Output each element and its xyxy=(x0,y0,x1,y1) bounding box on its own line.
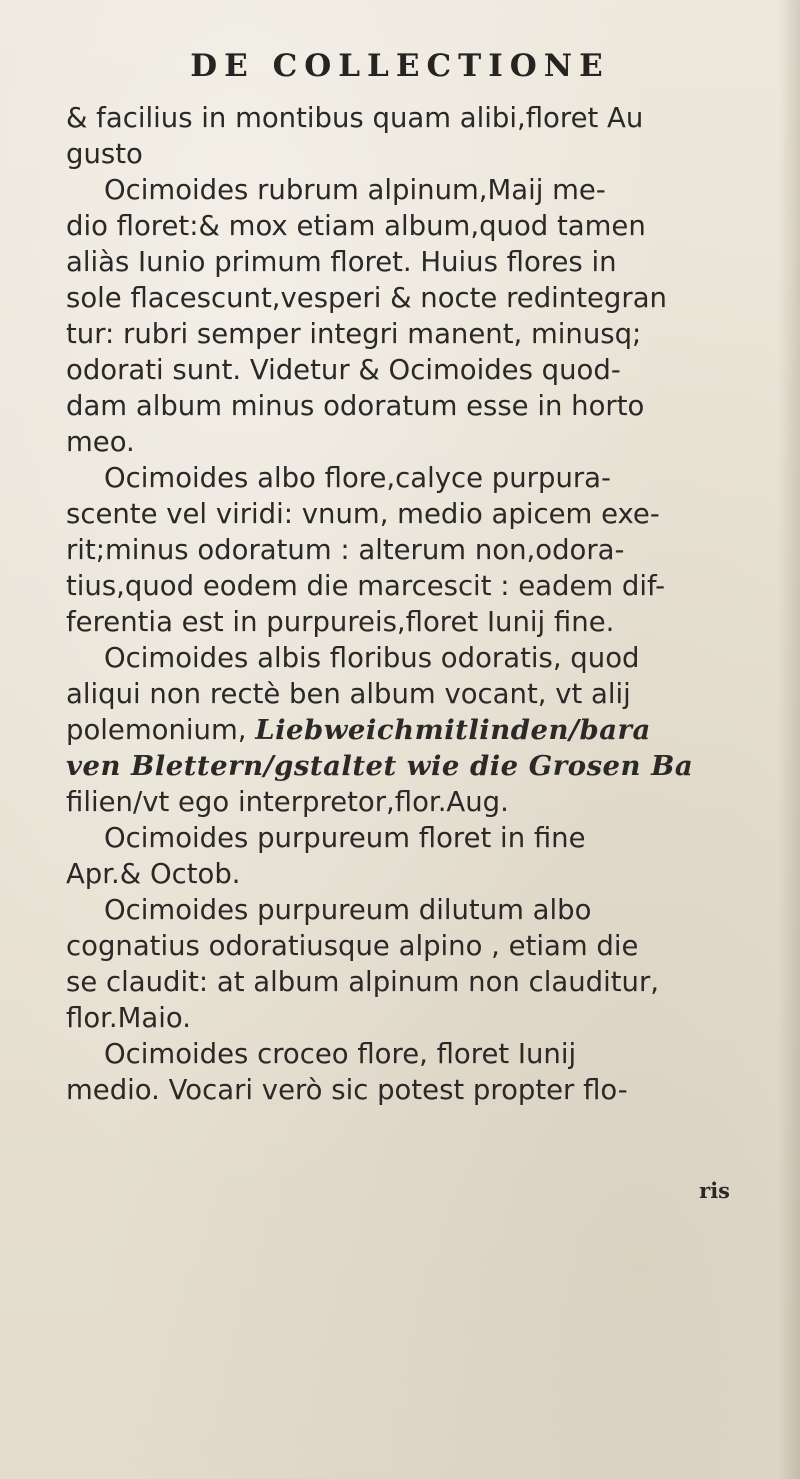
text-line: Ocimoides albis floribus odoratis, quod xyxy=(104,642,640,674)
text-line-latin: polemonium, xyxy=(66,714,256,746)
catchword: ris xyxy=(699,1178,730,1203)
running-head: DE COLLECTIONE xyxy=(190,48,610,84)
text-line: medio. Vocari verò sic potest propter flo- xyxy=(66,1074,628,1106)
text-line: Ocimoides rubrum alpinum,Maij me- xyxy=(104,174,606,206)
text-line xyxy=(66,748,734,784)
text-line: Ocimoides croceo flore, floret Iunij xyxy=(104,1038,577,1070)
text-line: flor.Maio. xyxy=(66,1002,191,1034)
text-line: rit;minus odoratum : alterum non,odora- xyxy=(66,534,625,566)
text-line: Ocimoides purpureum dilutum albo xyxy=(104,894,592,926)
text-line: & facilius in montibus quam alibi,floret Au xyxy=(66,102,644,134)
text-line: sole flacescunt,vesperi & nocte redintegran xyxy=(66,282,667,314)
blackletter-text: ven Blettern/gstaltet wie die Grosen Ba xyxy=(66,750,694,782)
text-line: Apr.& Octob. xyxy=(66,858,241,890)
text-line: ferentia est in purpureis,floret Iunij fine. xyxy=(66,606,615,638)
text-line xyxy=(66,712,734,748)
text-line: aliqui non rectè ben album vocant, vt alij xyxy=(66,678,631,710)
text-line: meo. xyxy=(66,426,135,458)
text-line: Ocimoides purpureum floret in fine xyxy=(104,822,586,854)
text-line: tius,quod eodem die marcescit : eadem dif- xyxy=(66,570,666,602)
text-line: aliàs Iunio primum floret. Huius flores in xyxy=(66,246,617,278)
text-line: se claudit: at album alpinum non clauditur, xyxy=(66,966,659,998)
text-line: cognatius odoratiusque alpino , etiam die xyxy=(66,930,639,962)
text-line: dio floret:& mox etiam album,quod tamen xyxy=(66,210,646,242)
text-line: odorati sunt. Videtur & Ocimoides quod- xyxy=(66,354,621,386)
text-line: scente vel viridi: vnum, medio apicem exe- xyxy=(66,498,660,530)
page-edge-shadow xyxy=(778,0,800,1479)
text-line: filien/vt ego interpretor,flor.Aug. xyxy=(66,786,509,818)
body-text xyxy=(66,100,734,1108)
text-line: gusto xyxy=(66,138,143,170)
blackletter-text: Liebweichmitlinden/bara xyxy=(255,714,651,746)
text-line: dam album minus odoratum esse in horto xyxy=(66,390,645,422)
text-line: Ocimoides albo flore,calyce purpura- xyxy=(104,462,611,494)
text-line: tur: rubri semper integri manent, minusq; xyxy=(66,318,642,350)
